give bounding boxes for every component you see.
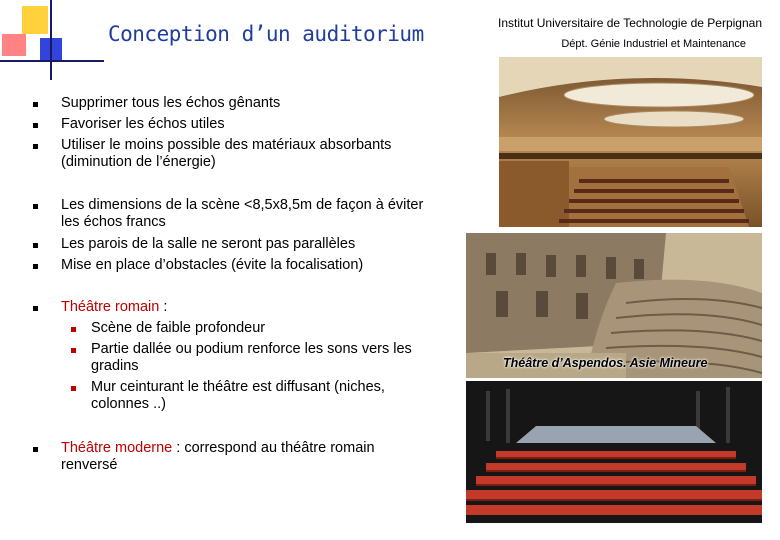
roman-theatre-heading [61, 299, 441, 316]
bullet-icon [33, 264, 38, 269]
bullet-icon [33, 447, 38, 452]
modern-theatre-text [61, 440, 431, 474]
modern-theatre-photo [466, 381, 762, 523]
department-name: Dépt. Génie Industriel et Maintenance [561, 38, 746, 50]
modern-theatre-label: Théâtre moderne [61, 440, 173, 456]
bullet-icon [33, 144, 38, 149]
sub-bullet-icon [71, 327, 76, 332]
page-title: Conception d’un auditorium [108, 22, 424, 46]
sub-bullet-text: Mur ceinturant le théâtre est diffusant (niches, colonnes ..) [91, 379, 385, 412]
sub-bullet-icon [71, 348, 76, 353]
aspendos-caption: Théâtre d’Aspendos. Asie Mineure [503, 356, 708, 370]
bullet-icon [33, 243, 38, 248]
bullet-text: Favoriser les échos utiles [61, 116, 225, 132]
bullet-text: Les dimensions de la scène <8,5x8,5m de façon à éviter les échos francs [61, 197, 424, 230]
bullet-text: Supprimer tous les échos gênants [61, 95, 281, 111]
sub-bullet-text: Partie dallée ou podium renforce les sons vers les gradins [91, 341, 412, 374]
bullet-text: Utiliser le moins possible des matériaux absorbants (diminution de l’énergie) [61, 137, 392, 170]
concert-hall-photo [499, 57, 762, 227]
bullet-icon [33, 123, 38, 128]
sub-bullet-text: Scène de faible profondeur [91, 320, 266, 336]
bullet-text: Mise en place d’obstacles (évite la focalisation) [61, 257, 364, 273]
modern-theatre-desc: : correspond au théâtre romain renversé [61, 440, 375, 473]
bullet-icon [33, 306, 38, 311]
roman-theatre-label: Théâtre romain [61, 299, 160, 315]
institution-name: Institut Universitaire de Technologie de Perpignan [498, 16, 762, 30]
corner-decoration [0, 0, 60, 80]
sub-bullet-icon [71, 386, 76, 391]
roman-theatre-colon: : [159, 299, 168, 315]
bullet-icon [33, 102, 38, 107]
bullet-text: Les parois de la salle ne seront pas parallèles [61, 236, 356, 252]
bullet-icon [33, 204, 38, 209]
